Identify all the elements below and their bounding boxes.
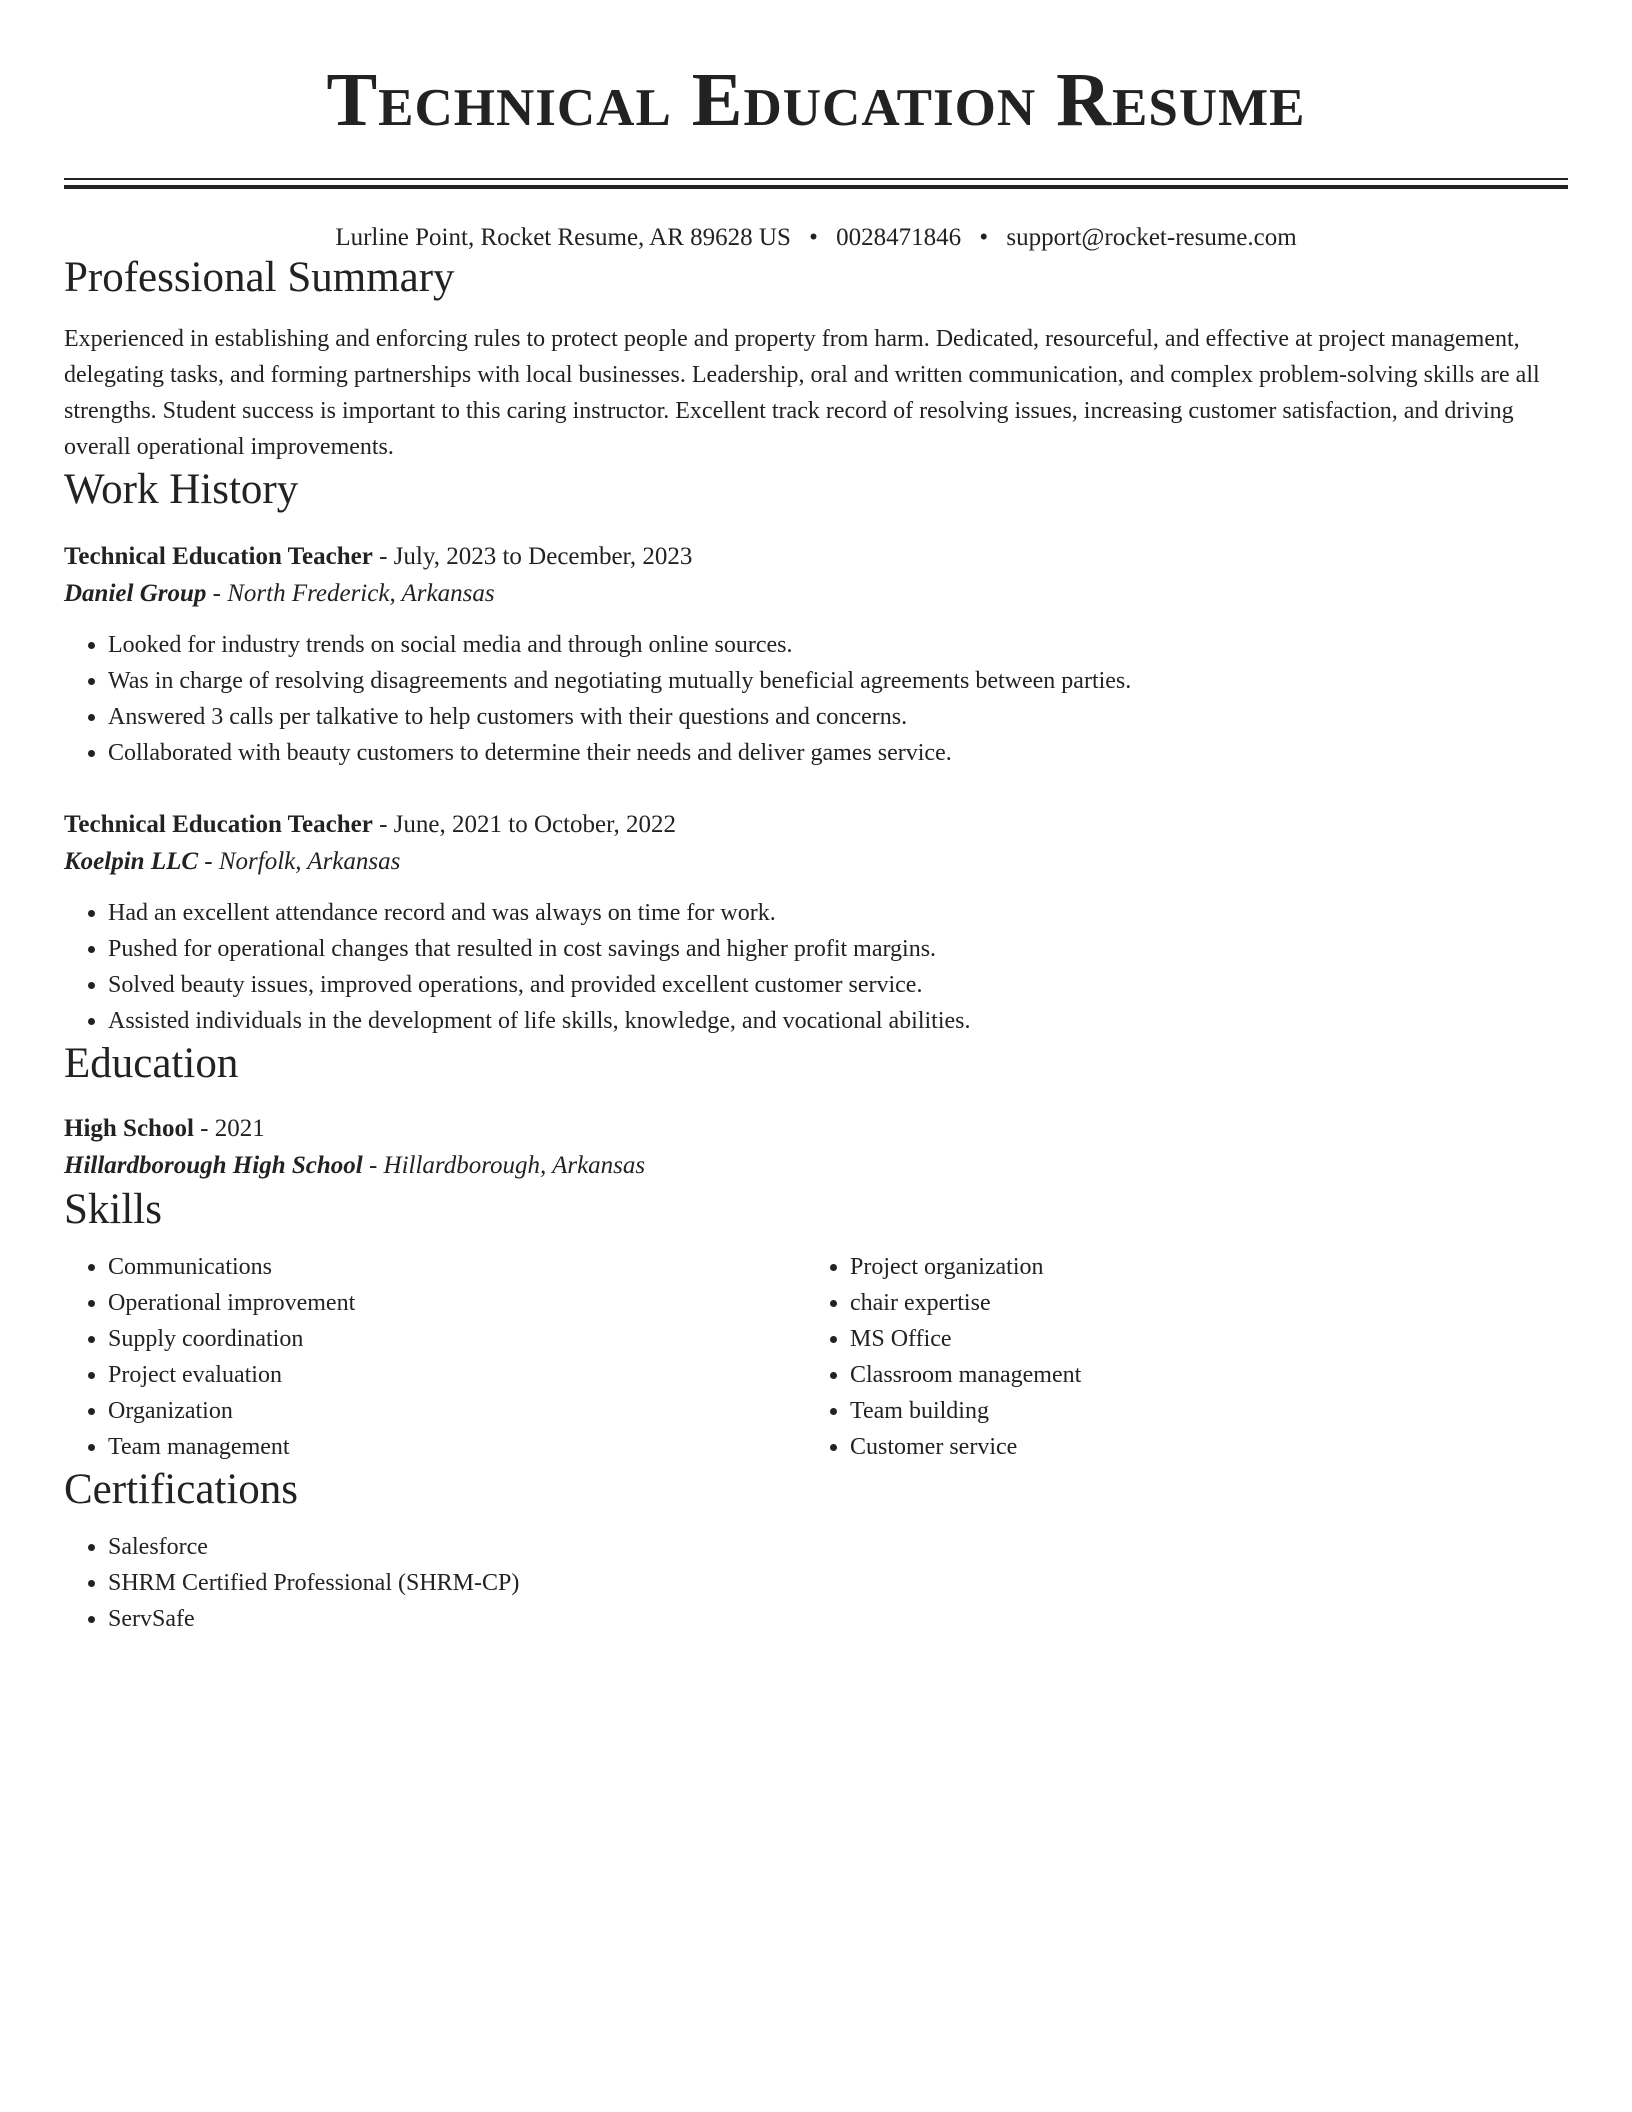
list-item: • Operational improvement: [108, 1285, 806, 1321]
list-item: • ServSafe: [108, 1601, 1568, 1637]
job-title-line: [64, 807, 1568, 843]
skills-list-right: [806, 1249, 1548, 1465]
skills-list-left: [64, 1249, 806, 1465]
resume-title: Technical Education Resume: [326, 58, 1306, 142]
job-role: Technical Education Teacher: [64, 543, 373, 570]
job-dates: - June, 2021 to October, 2022: [372, 811, 676, 838]
list-item: • Customer service: [850, 1429, 1548, 1465]
job-company: Koelpin LLC: [64, 848, 199, 875]
list-item: • Project organization: [850, 1249, 1548, 1285]
education-heading: Education: [64, 1040, 239, 1087]
contact-separator: •: [979, 224, 989, 251]
list-item: • Supply coordination: [108, 1321, 806, 1357]
education-entry: [64, 1111, 1568, 1185]
job-dates: - July, 2023 to December, 2023: [372, 543, 693, 570]
education-school-line: [64, 1147, 1568, 1185]
list-item: • Communications: [108, 1249, 806, 1285]
contact-line: [64, 223, 1568, 253]
job-company-line: [64, 575, 1568, 613]
certifications-heading: Certifications: [64, 1466, 299, 1513]
job-role: Technical Education Teacher: [64, 811, 373, 838]
list-item: • Answered 3 calls per talkative to help customers with their questions and concerns.: [108, 699, 1568, 735]
list-item: • Organization: [108, 1393, 806, 1429]
skills-column-right: [806, 1249, 1548, 1465]
education-degree-line: [64, 1111, 1568, 1147]
list-item: • Pushed for operational changes that resulted in cost savings and higher profit margins.: [108, 931, 1568, 967]
job-entry: [64, 539, 1568, 771]
list-item: • SHRM Certified Professional (SHRM-CP): [108, 1565, 1568, 1601]
list-item: • Team management: [108, 1429, 806, 1465]
job-entry: [64, 807, 1568, 1039]
summary-text: Experienced in establishing and enforcing rules to protect people and property from harm. Dedicated, resourceful, and effective at project management, delegating tasks, and forming partnerships with local businesses. Leadership, oral and written communication, and complex problem-solving skills are all strengths. Student success is important to this caring instructor. Excellent track record of resolving issues, increasing customer satisfaction, and driving overall operational improvements.: [64, 326, 1540, 460]
education-degree: High School: [64, 1115, 194, 1142]
job-title-line: [64, 539, 1568, 575]
list-item: • MS Office: [850, 1321, 1548, 1357]
title-divider: [64, 178, 1568, 189]
list-item: • Solved beauty issues, improved operations, and provided excellent customer service.: [108, 967, 1568, 1003]
work-history-heading: Work History: [64, 466, 299, 513]
education-school: Hillardborough High School: [64, 1152, 363, 1179]
list-item: • Looked for industry trends on social media and through online sources.: [108, 627, 1568, 663]
job-location: - North Frederick, Arkansas: [206, 580, 495, 607]
job-company: Daniel Group: [64, 580, 207, 607]
skills-column-left: [64, 1249, 806, 1465]
education-location: - Hillardborough, Arkansas: [362, 1152, 646, 1179]
list-item: • Classroom management: [850, 1357, 1548, 1393]
education-year: - 2021: [193, 1115, 265, 1142]
job-duties-list: [64, 627, 1568, 771]
list-item: • Collaborated with beauty customers to determine their needs and deliver games service.: [108, 735, 1568, 771]
list-item: • Project evaluation: [108, 1357, 806, 1393]
resume-page: [64, 0, 1568, 1637]
list-item: • Had an excellent attendance record and was always on time for work.: [108, 895, 1568, 931]
list-item: • Team building: [850, 1393, 1548, 1429]
skills-grid: [64, 1249, 1568, 1465]
certifications-list: [64, 1529, 1568, 1637]
list-item: • Salesforce: [108, 1529, 1568, 1565]
list-item: • chair expertise: [850, 1285, 1548, 1321]
job-duties-list: [64, 895, 1568, 1039]
job-company-line: [64, 843, 1568, 881]
list-item: • Was in charge of resolving disagreements and negotiating mutually beneficial agreements between parties.: [108, 663, 1568, 699]
summary-heading: Professional Summary: [64, 254, 455, 301]
contact-separator: •: [809, 224, 818, 251]
contact-email: support@rocket-resume.com: [1006, 224, 1297, 251]
contact-address: Lurline Point, Rocket Resume, AR 89628 US: [335, 224, 791, 251]
job-location: - Norfolk, Arkansas: [198, 848, 401, 875]
skills-heading: Skills: [64, 1186, 162, 1233]
contact-phone: 0028471846: [836, 224, 962, 251]
list-item: • Assisted individuals in the development of life skills, knowledge, and vocational abilities.: [108, 1003, 1568, 1039]
